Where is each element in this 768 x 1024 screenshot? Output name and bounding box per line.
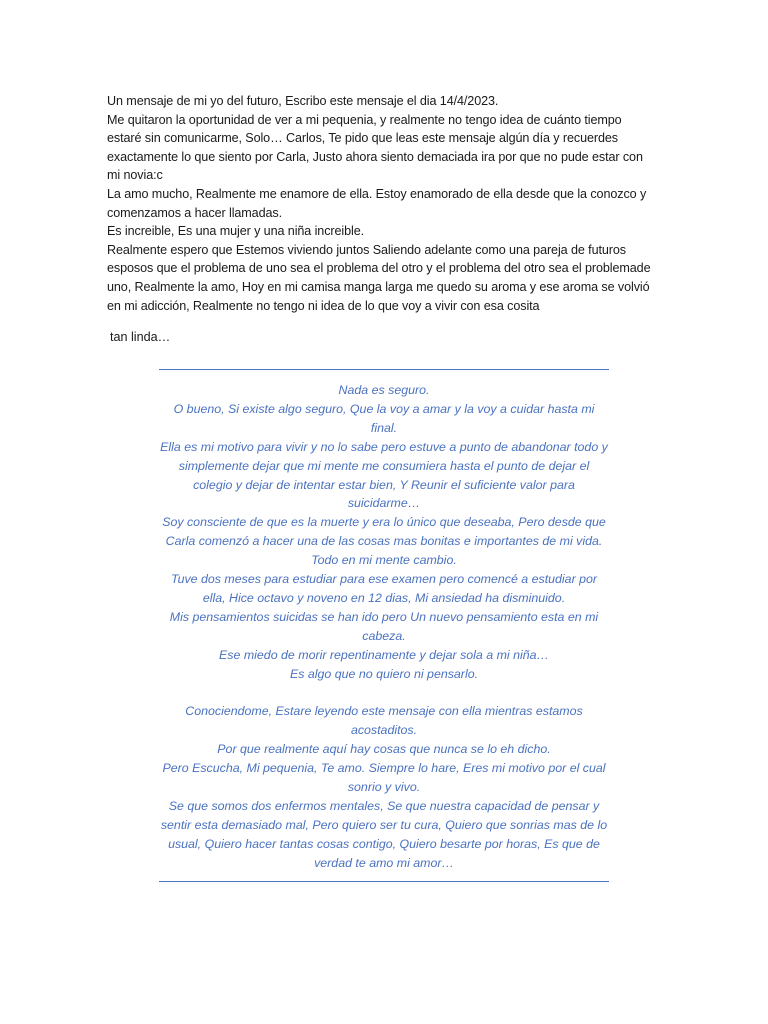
quote-line: Es algo que no quiero ni pensarlo. bbox=[289, 666, 479, 681]
letter-paragraph-heading: Un mensaje de mi yo del futuro, Escribo este mensaje el dia 14/4/2023. bbox=[107, 94, 499, 108]
quote-line: O bueno, Si existe algo seguro, Que la voy a amar y la voy a cuidar hasta mi final. bbox=[173, 401, 595, 435]
quote-line: Tuve dos meses para estudiar para ese examen pero comencé a estudiar por ella, Hice octavo y noveno en 12 dias, Mi ansiedad ha disminuido. bbox=[170, 572, 598, 605]
quote-line: Nada es seguro. bbox=[338, 383, 430, 397]
quote-line: Mis pensamientos suicidas se han ido pero Un nuevo pensamiento esta en mi cabeza. bbox=[169, 609, 599, 643]
quote-line: Soy consciente de que es la muerte y era lo único que deseaba, Pero desde que Carla comenzó a hacer una de las cosas mas bonitas e importantes de mi vida. Todo en mi mente cambio. bbox=[162, 515, 606, 568]
letter-paragraph: Es increible, Es una mujer y una niña increible. bbox=[107, 224, 365, 239]
quote-bottom-rule bbox=[159, 881, 609, 882]
quote-line: Ella es mi motivo para vivir y no lo sabe pero estuve a punto de abandonar todo y simplemente dejar que mi mente me consumiera hasta el punto de dejar el colegio y dejar de intentar estar bien, Y Reunir el suficiente valor para suicidarme… bbox=[160, 439, 608, 511]
letter-body bbox=[107, 92, 655, 315]
quote-line: Se que somos dos enfermos mentales, Se que nuestra capacidad de pensar y sentir esta demasiado mal, Pero quiero ser tu cura, Quiero que sonrias mas de lo usual, Quiero hacer tantas cosas contigo, Quiero besarte por horas, Es que de verdad te amo mi amor… bbox=[160, 798, 608, 870]
quote-line: Ese miedo de morir repentinamente y dejar sola a mi niña… bbox=[219, 647, 549, 662]
letter-paragraph: Me quitaron la oportunidad de ver a mi pequenia, y realmente no tengo idea de cuánto tiempo estaré sin comunicarme, Solo… Carlos, Te pido que leas este mensaje algún día y recuerdes exactamente lo que siento por Carla, Justo ahora siento demaciada ira por que no pude estar con mi novia:c bbox=[107, 112, 643, 183]
letter-closing: tan linda… bbox=[110, 330, 171, 344]
quote-line: Pero Escucha, Mi pequenia, Te amo. Siempre lo hare, Eres mi motivo por el cual sonrio y vivo. bbox=[162, 761, 606, 795]
intense-quote-block bbox=[159, 381, 609, 873]
quote-line: Conociendome, Estare leyendo este mensaje con ella mientras estamos acostaditos. bbox=[185, 704, 583, 738]
quote-top-rule bbox=[159, 369, 609, 370]
quote-line: Por que realmente aquí hay cosas que nunca se lo eh dicho. bbox=[217, 742, 551, 757]
letter-paragraph: La amo mucho, Realmente me enamore de ella. Estoy enamorado de ella desde que la conozco y comenzamos a hacer llamadas. bbox=[107, 186, 647, 220]
letter-paragraph: Realmente espero que Estemos viviendo juntos Saliendo adelante como una pareja de futuros esposos que el problema de uno sea el problema del otro y el problema del otro sea el problemade uno, Realmente la amo, Hoy en mi camisa manga larga me quedo su aroma y ese aroma se volvió en mi adicción, Realmente no tengo ni idea de lo que voy a vivir con esa cosita bbox=[107, 242, 651, 313]
quote-paragraph-gap bbox=[159, 684, 609, 703]
